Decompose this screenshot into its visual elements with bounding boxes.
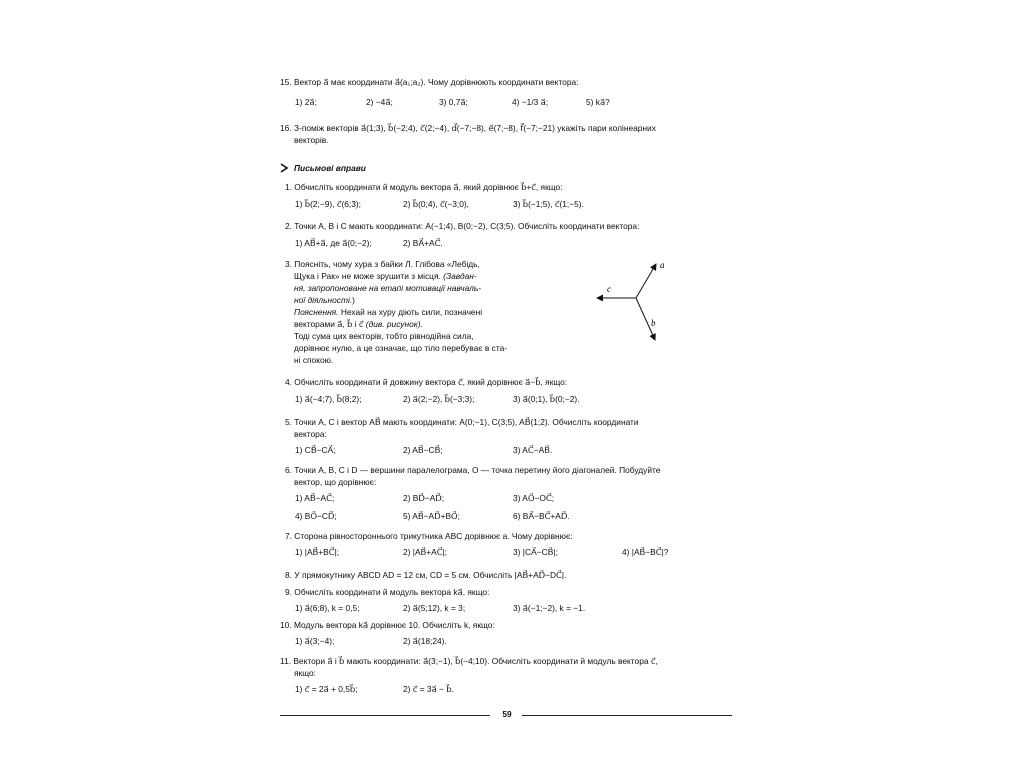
exercise-4-text: 4. Обчисліть координати й довжину вектора c⃗, який дорівнює a⃗−b⃗, якщо: (285, 377, 568, 387)
exercise-2-option-1: 1) AB⃗+a⃗, де a⃗(0;−2); (295, 238, 372, 248)
exercise-11-option-2: 2) c⃗ = 3a⃗ − b⃗. (403, 684, 454, 694)
exercise-5-option-1: 1) CB⃗−CA⃗; (295, 445, 336, 455)
footer-rule-left (280, 715, 490, 716)
exercise-3-line5-text: Нехай на хуру діють сили, позначені (338, 307, 483, 317)
problem-15-option-1: 1) 2a⃗; (295, 97, 317, 107)
problem-16-text-line1: 16. З-поміж векторів a⃗(1;3), b⃗(−2;4), c⃗(2;−4), d⃗(−7;−8), e⃗(7;−8), f⃗(−7;−21) укажіть пари колінеарних (280, 123, 656, 133)
exercise-3-line8: дорівнює нулю, а це означає, що тіло перебуває в ста- (294, 343, 508, 353)
problem-15-option-2: 2) −4a⃗; (366, 97, 393, 107)
exercise-6-text-line2: вектор, що дорівнює: (294, 477, 377, 487)
exercise-7-option-3: 3) |CA⃗−CB⃗|; (513, 547, 558, 557)
vector-b-label: b⃗ (651, 318, 663, 328)
exercise-5-text-line2: вектора: (294, 429, 327, 439)
exercise-2-text: 2. Точки A, B і C мають координати: A(−1;4), B(0;−2), C(3;5). Обчисліть координати вектора: (285, 221, 640, 231)
exercise-3-line9: ні спокою. (294, 355, 334, 365)
exercise-6-text-line1: 6. Точки A, B, C і D — вершини паралелограма, O — точка перетину його діагоналей. Побудуйте (285, 465, 661, 475)
footer-rule-right (522, 715, 732, 716)
vector-a-arrow (636, 264, 656, 298)
exercise-9-option-3: 3) a⃗(−1;−2), k = −1. (513, 603, 586, 613)
exercise-5-option-2: 2) AB⃗−CB⃗; (403, 445, 443, 455)
exercise-6-option-2: 2) BD⃗−AD⃗; (403, 493, 445, 503)
exercise-6-option-6: 6) BA⃗−BC⃗+AD⃗. (513, 511, 570, 521)
exercise-4-option-2: 2) a⃗(2;−2), b⃗(−3;3); (403, 394, 475, 404)
vector-a-label: a⃗ (660, 260, 672, 270)
exercise-3-line4-close: ) (352, 295, 355, 305)
exercise-3-line6-text: векторами a⃗, b⃗ і c⃗ (294, 319, 366, 329)
exercise-11-option-1: 1) c⃗ = 2a⃗ + 0,5b⃗; (295, 684, 358, 694)
exercise-4-option-3: 3) a⃗(0;1), b⃗(0;−2). (513, 394, 580, 404)
exercise-10-text: 10. Модуль вектора ka⃗ дорівнює 10. Обчисліть k, якщо: (280, 620, 495, 630)
exercise-3-line2-italic: (Завдан- (443, 271, 477, 281)
force-vectors-figure (590, 252, 690, 352)
exercise-9-option-1: 1) a⃗(6;8), k = 0,5; (295, 603, 360, 613)
exercise-3-line4-italic: ної діяльності. (294, 295, 353, 305)
exercise-3-line4 (294, 294, 355, 306)
exercise-3-line2 (294, 270, 477, 282)
vector-c-label: c⃗ (607, 284, 618, 294)
exercise-3-explanation-label: Пояснення. (294, 307, 339, 317)
exercise-3-line1: 3. Поясніть, чому хура з байки Л. Глібова «Лебідь, (285, 259, 480, 269)
page-number: 59 (502, 709, 512, 719)
exercise-1-option-2: 2) b⃗(0;4), c⃗(−3;0), (403, 199, 470, 209)
exercise-6-option-4: 4) BO⃗−CD⃗; (295, 511, 337, 521)
exercise-10-option-1: 1) a⃗(3;−4); (295, 636, 335, 646)
exercise-6-option-1: 1) AB⃗−AC⃗; (295, 493, 335, 503)
exercise-7-option-4: 4) |AB⃗−BC⃗|? (622, 547, 669, 557)
exercise-3-line6-italic: (див. рисунок). (365, 319, 423, 329)
chevron-right-icon (280, 163, 289, 175)
exercise-9-text: 9. Обчисліть координати й модуль вектора ka⃗, якщо: (285, 587, 490, 597)
problem-15-option-5: 5) ka⃗? (586, 97, 610, 107)
exercise-3-line3: ня, запропоноване на етапі мотивації навчаль- (294, 283, 482, 293)
exercise-2-option-2: 2) BA⃗+AC⃗. (403, 238, 443, 248)
exercise-9-option-2: 2) a⃗(5;12), k = 3; (403, 603, 466, 613)
exercise-5-text-line1: 5. Точки A, C і вектор AB⃗ мають координати: A(0;−1), C(3;5), AB⃗(1;2). Обчисліть координати (285, 417, 639, 427)
exercise-5-option-3: 3) AC⃗−AB⃗. (513, 445, 553, 455)
exercise-11-text-line1: 11. Вектори a⃗ і b⃗ мають координати: a⃗(3;−1), b⃗(−4;10). Обчисліть координати й модуль вектора c⃗, (280, 656, 658, 666)
exercise-1-option-3: 3) b⃗(−1;5), c⃗(1;−5). (513, 199, 584, 209)
exercise-3-line6 (294, 318, 423, 330)
problem-15-option-4: 4) −1/3 a⃗; (512, 97, 549, 107)
exercise-11-text-line2: якщо: (294, 668, 316, 678)
exercise-3-line2-text: Щука і Рак» не може зрушити з місця. (294, 271, 444, 281)
exercise-6-option-3: 3) AO⃗−OC⃗; (513, 493, 555, 503)
problem-16-text-line2: векторів. (294, 135, 329, 145)
exercise-8-text: 8. У прямокутнику ABCD AD = 12 см, CD = 5 см. Обчисліть |AB⃗+AD⃗−DC⃗|. (285, 570, 567, 580)
exercise-1-text: 1. Обчисліть координати й модуль вектора a⃗, який дорівнює b⃗+c⃗, якщо: (285, 182, 563, 192)
exercise-10-option-2: 2) a⃗(18;24). (403, 636, 447, 646)
problem-15-text: 15. Вектор a⃗ має координати a⃗(a₁;a₂). Чому дорівнюють координати вектора: (280, 77, 579, 87)
exercise-4-option-1: 1) a⃗(−4;7), b⃗(8;2); (295, 394, 362, 404)
exercise-7-option-1: 1) |AB⃗+BC⃗|; (295, 547, 340, 557)
exercise-6-option-5: 5) AB⃗−AD⃗+BO⃗; (403, 511, 460, 521)
exercise-3-line5 (294, 306, 482, 318)
exercise-7-text: 7. Сторона рівностороннього трикутника ABC дорівнює a. Чому дорівнює: (285, 531, 573, 541)
exercise-3-line7: Тоді сума цих векторів, тобто рівнодійна сила, (294, 331, 474, 341)
problem-15-option-3: 3) 0,7a⃗; (439, 97, 468, 107)
section-title: Письмові вправи (294, 163, 366, 173)
exercise-7-option-2: 2) |AB⃗+AC⃗|; (403, 547, 448, 557)
exercise-1-option-1: 1) b⃗(2;−9), c⃗(6;3); (295, 199, 362, 209)
